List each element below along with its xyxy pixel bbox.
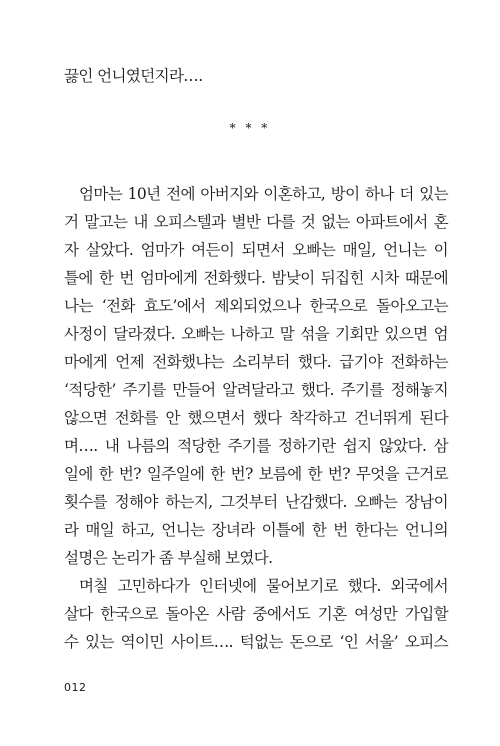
section-separator: * * * — [229, 121, 271, 135]
text-line: 일에 한 번? 일주일에 한 번? 보름에 한 번? 무엇을 근거로 — [64, 465, 448, 483]
page-number: 012 — [64, 681, 87, 694]
text-line: 설명은 논리가 좀 부실해 보였다. — [64, 549, 273, 567]
text-line: 며…. 내 나름의 적당한 주기를 정하기란 쉽지 않았다. 삼 — [64, 437, 448, 455]
text-line: 수 있는 역이민 사이트…. 턱없는 돈으로 ‘인 서울’ 오피스 — [64, 633, 448, 651]
text-line: 며칠 고민하다가 인터넷에 물어보기로 했다. 외국에서 — [79, 577, 448, 595]
text-line: 자 살았다. 엄마가 여든이 되면서 오빠는 매일, 언니는 이 — [64, 241, 448, 259]
text-line: 횟수를 정해야 하는지, 그것부터 난감했다. 오빠는 장남이 — [64, 493, 448, 511]
text-line: 엄마는 10년 전에 아버지와 이혼하고, 방이 하나 더 있는 — [79, 185, 448, 203]
text-line: 마에게 언제 전화했냐는 소리부터 했다. 급기야 전화하는 — [64, 353, 448, 371]
text-line: 틀에 한 번 엄마에게 전화했다. 밤낮이 뒤집힌 시차 때문에 — [64, 269, 448, 287]
text-line: 나는 ‘전화 효도’에서 제외되었으나 한국으로 돌아오고는 — [64, 297, 448, 315]
text-line: 라 매일 하고, 언니는 장녀라 이틀에 한 번 한다는 언니의 — [64, 521, 448, 539]
text-line: ‘적당한’ 주기를 만들어 알려달라고 했다. 주기를 정해놓지 — [64, 381, 448, 399]
text-line: 거 말고는 내 오피스텔과 별반 다를 것 없는 아파트에서 혼 — [64, 213, 448, 231]
text-line: 사정이 달라졌다. 오빠는 나하고 말 섞을 기회만 있으면 엄 — [64, 325, 448, 343]
opening-line: 끓인 언니였던지라…. — [64, 67, 203, 85]
text-line: 않으면 전화를 안 했으면서 했다 착각하고 건너뛰게 된다 — [64, 409, 448, 427]
text-line: 살다 한국으로 돌아온 사람 중에서도 기혼 여성만 가입할 — [64, 605, 448, 623]
